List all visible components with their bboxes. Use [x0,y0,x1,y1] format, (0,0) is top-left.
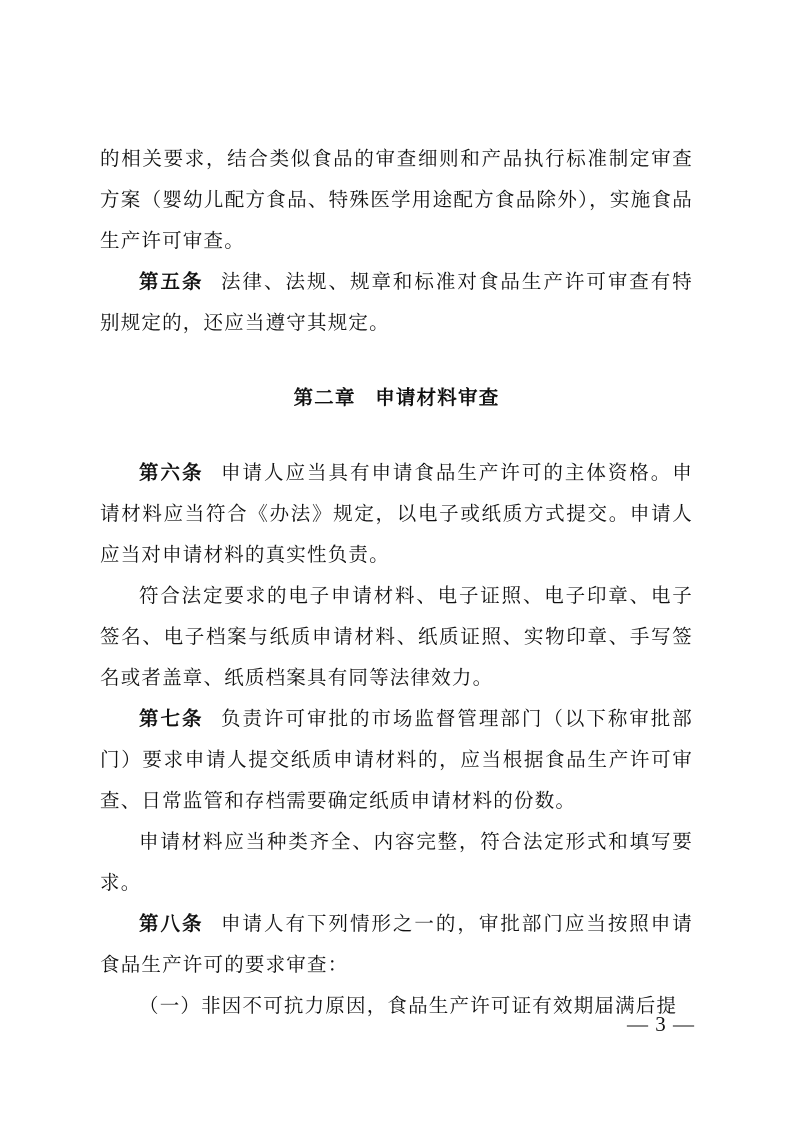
article-7-label: 第七条 [139,707,204,730]
article-8-label: 第八条 [139,912,204,935]
chapter-title: 申请材料审查 [375,386,500,409]
article-5 [100,261,693,343]
article-8-item-1: （一）非因不可抗力原因，食品生产许可证有效期届满后提 [139,994,678,1017]
article-6 [100,452,693,575]
article-7 [100,698,693,821]
chapter-number: 第二章 [293,386,356,409]
article-8-text: 申请人有下列情形之一的，审批部门应当按照申请食品生产许可的要求审查： [100,912,693,976]
article-5-label: 第五条 [139,270,204,293]
article-6-label: 第六条 [139,461,204,484]
article-8 [100,903,693,985]
article-6-text: 申请人应当具有申请食品生产许可的主体资格。申请材料应当符合《办法》规定，以电子或纸质方式提交。申请人应当对申请材料的真实性负责。 [100,461,693,566]
article-7-text: 负责许可审批的市场监督管理部门（以下称审批部门）要求申请人提交纸质申请材料的，应当根据食品生产许可审查、日常监管和存档需要确定纸质申请材料的份数。 [100,707,693,812]
paragraph-continuation: 的相关要求，结合类似食品的审查细则和产品执行标准制定审查方案（婴幼儿配方食品、特殊医学用途配方食品除外），实施食品生产许可审查。 [100,147,693,252]
page-number: — 3 — [627,1012,695,1036]
article-5-text: 法律、法规、规章和标准对食品生产许可审查有特别规定的，还应当遵守其规定。 [100,270,693,334]
article-7-paragraph-2: 申请材料应当种类齐全、内容完整，符合法定形式和填写要求。 [100,830,693,894]
body-text [100,138,693,1026]
chapter-heading [100,343,693,452]
article-6-paragraph-2: 符合法定要求的电子申请材料、电子证照、电子印章、电子签名、电子档案与纸质申请材料、纸质证照、实物印章、手写签名或者盖章、纸质档案具有同等法律效力。 [100,584,693,689]
